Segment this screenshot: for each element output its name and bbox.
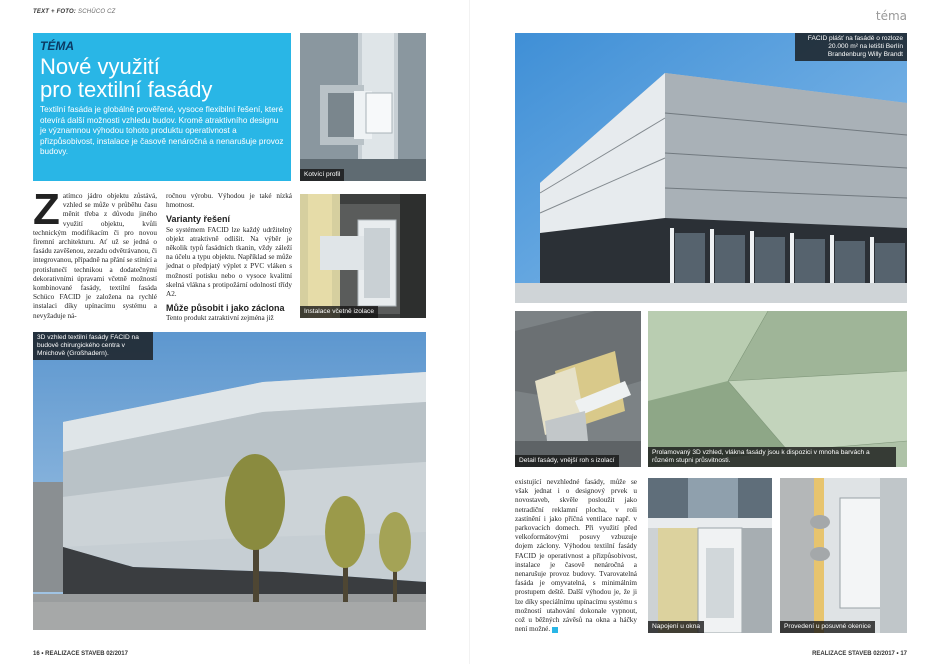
- caption-sliding-shutter: Provedení u posuvné okenice: [780, 621, 875, 633]
- subhead-variants: Varianty řešení: [166, 214, 231, 225]
- anchor-profile-photo: [300, 33, 426, 181]
- photo-credit: TEXT + FOTO: SCHÜCO CZ: [33, 9, 116, 15]
- section-tag: téma: [875, 9, 907, 23]
- caption-profile: Kotvící profil: [300, 169, 344, 181]
- dropcap: Z: [33, 185, 60, 234]
- caption-corner-detail: Detail fasády, vnější roh s izolací: [515, 455, 619, 467]
- body-column-1: Zatímco jádro objektu zůstává, vzhled se může v průběhu času měnit třeba z důvodu jiného využití objektu, kvůli technickým modifikacím či pro novou firemní architekturu. Ať už se jedná o fasádu zavěšenou, zezadu odvětrávanou, či integrovanou, případně na přání se stínící a protislunečí technikou a dodatečnými dekorativními úpravami včetně možností kombinované fasády, textilní fasáda Schüco FACID je založena na rychlé instalaci díky upínacímu systému a nevyžaduje ná-: [33, 185, 157, 320]
- body-column-right: existující nevzhledné fasády, může se však jednat i o designový prvek u novostaveb, skvěle posloužit jako netradiční reklamní plocha, v roli zastínění i jako příčná ventilace např. v parkovacích domech. Při využití před velkoformátovými posuvy vzbuzuje dojem záclony. Výhodou textilní fasády FACID je operativnost a přizpůsobivost, instalace je časově nenáročná a nenarušuje provoz budovy. Tvarovatelná fasáda je omyvatelná, s minimálním prostupem deště. Další výhodou je, že ji lze díky speciálnímu upínacímu systému s možností utahování dokonale vypnout, což u běžných závěsů na okna a háčky není možné.: [515, 478, 637, 634]
- window-connection-photo: [648, 478, 772, 633]
- article-lead: Textilní fasáda je globálně prověřené, vysoce flexibilní řešení, které otevírá další možnosti vzhledu budov. Kromě atraktivního designu je významnou výhodou tohoto produktu operativnost a přizpůsobivost, instalace je časově nenáročná a nenarušuje provoz budovy.: [40, 105, 284, 157]
- corner-detail-photo: [515, 311, 641, 467]
- article-header-box: [33, 33, 291, 181]
- munich-building-photo: [33, 332, 426, 630]
- right-page: [470, 0, 940, 664]
- caption-window-connection: Napojení u okna: [648, 621, 704, 633]
- subhead-curtain: Může působit i jako záclona: [166, 303, 285, 314]
- folio-left: 16 • REALIZACE STAVEB 02/2017: [33, 651, 128, 657]
- article-title: Nové využití pro textilní fasády: [40, 54, 213, 102]
- body-column-2: ročnou výrobu. Výhodou je také nízká hmotnost. Varianty řešení Se systémem FACID lze každý udržitelný objekt atraktivně odlišit. Na výběr je několik typů fasádních tkanin, vždy záleží na účelu a typu objektu. Například se může jednat o předpjatý výplet z PVC vláken s možností potisku nebo o vysoce kvalitní skelná vlákna s protipožární odolností třídy A2. Může působit i jako záclona Tento produkt zatraktivní zejména již: [166, 192, 292, 323]
- sliding-shutter-photo: [780, 478, 907, 633]
- caption-berlin-airport: FACID plášť na fasádě o rozloze 20.000 m² na letišti Berlín Brandenburg Willy Brandt: [795, 33, 907, 61]
- caption-munich-building: 3D vzhled textilní fasády FACID na budově chirurgického centra v Mnichově (Großhadern).: [33, 332, 153, 360]
- folio-right: REALIZACE STAVEB 02/2017 • 17: [812, 651, 907, 657]
- caption-installation: Instalace včetně izolace: [300, 306, 378, 318]
- prism-facade-photo: [648, 311, 907, 467]
- caption-prism: Prolamovaný 3D vzhled, vlákna fasády jsou k dispozici v mnoha barvách a různém stupni průsvitnosti.: [648, 447, 896, 467]
- installation-photo: [300, 194, 426, 318]
- end-mark: [552, 627, 558, 633]
- section-kicker: TÉMA: [40, 39, 74, 53]
- berlin-airport-photo: [515, 33, 907, 303]
